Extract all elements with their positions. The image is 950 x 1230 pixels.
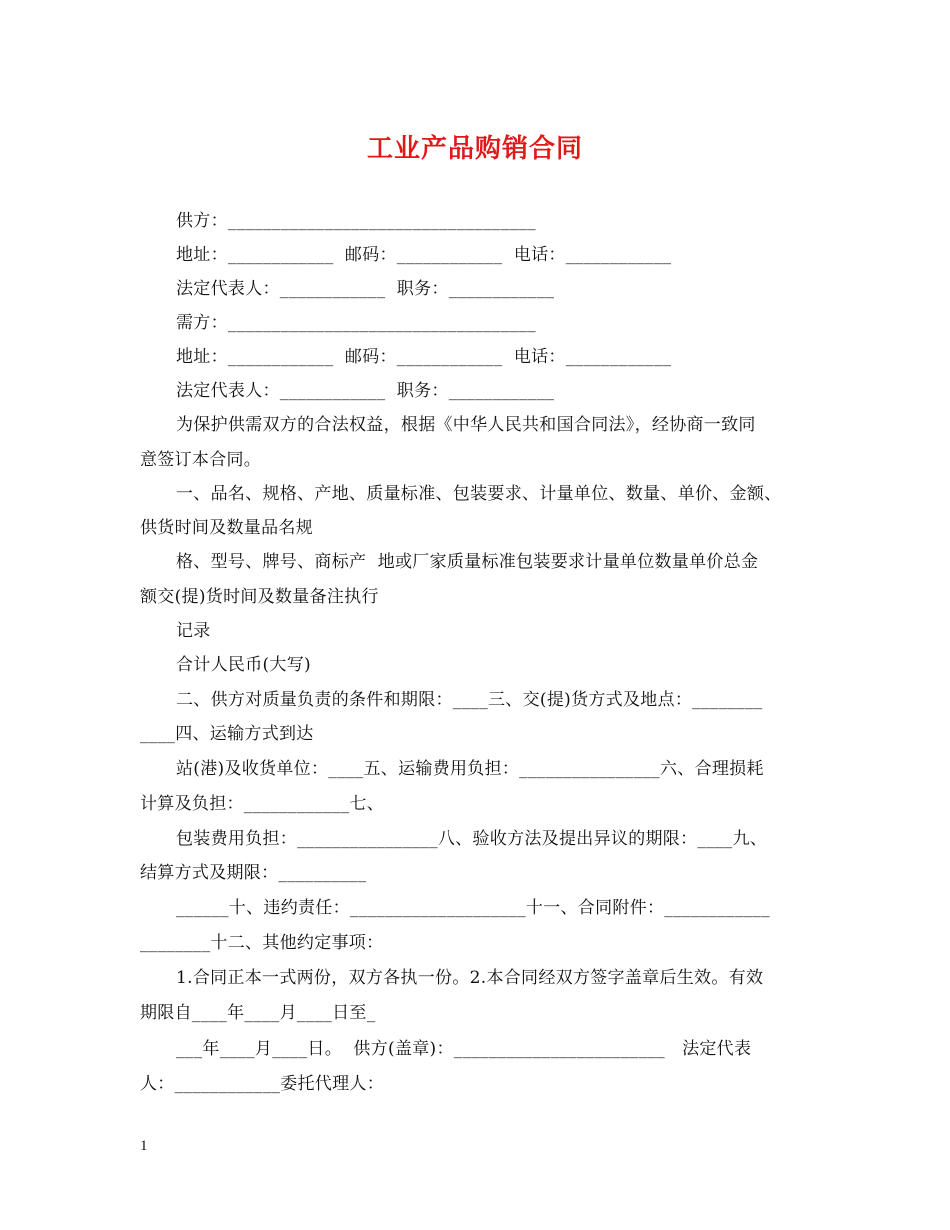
page-number: 1 [140,1138,148,1154]
clause-1-line-3: 格、型号、牌号、商标产 地或厂家质量标准包装要求计量单位数量单价总金 [176,552,759,572]
buyer-address-line: 地址：____________ 邮码：____________ 电话：____________ [176,347,672,367]
total-line: 合计人民币(大写) [176,655,311,675]
clause-12-line: ________十二、其他约定事项： [140,933,384,953]
clause-5-line-1: 站(港)及收货单位：____五、运输费用负担：________________六、合理损耗 [176,759,764,779]
terms-line-1: 1.合同正本一式两份，双方各执一份。2.本合同经双方签字盖章后生效。有效 [176,968,764,988]
terms-line-2: 期限自____年____月____日至_ [140,1003,376,1023]
clause-8-line-2: 结算方式及期限：__________ [140,863,367,883]
signature-line-2: 人：____________委托代理人： [140,1074,384,1094]
supplier-address-line: 地址：____________ 邮码：____________ 电话：____________ [176,245,672,265]
clause-2-line-2: ____四、运输方式到达 [140,724,314,744]
clause-2-line-1: 二、供方对质量负责的条件和期限：____三、交(提)货方式及地点：________ [176,690,763,710]
clause-5-line-2: 计算及负担：____________七、 [140,794,384,814]
document-title: 工业产品购销合同 [366,134,583,164]
clause-10-line: ______十、违约责任：____________________十一、合同附件：____________ [176,898,770,918]
clause-1-line-4: 额交(提)货时间及数量备注执行 [140,587,379,607]
clause-8-line-1: 包装费用负担：________________八、验收方法及提出异议的期限：____九、 [176,829,768,849]
supplier-representative-line: 法定代表人：____________ 职务：____________ [176,279,555,299]
preamble-line-1: 为保护供需双方的合法权益，根据《中华人民共和国合同法》，经协商一致同 [176,415,756,435]
clause-1-line-1: 一、品名、规格、产地、质量标准、包装要求、计量单位、数量、单价、金额、 [176,484,782,504]
supplier-line: 供方：___________________________________ [176,211,536,231]
clause-1-line-2: 供货时间及数量品名规 [140,518,313,538]
buyer-line: 需方：___________________________________ [176,313,536,333]
buyer-representative-line: 法定代表人：____________ 职务：____________ [176,381,555,401]
signature-line-1: ___年____月____日。 供方(盖章)：________________________ 法定代表 [176,1039,752,1059]
record-line: 记录 [176,621,211,641]
preamble-line-2: 意签订本合同。 [140,450,262,470]
